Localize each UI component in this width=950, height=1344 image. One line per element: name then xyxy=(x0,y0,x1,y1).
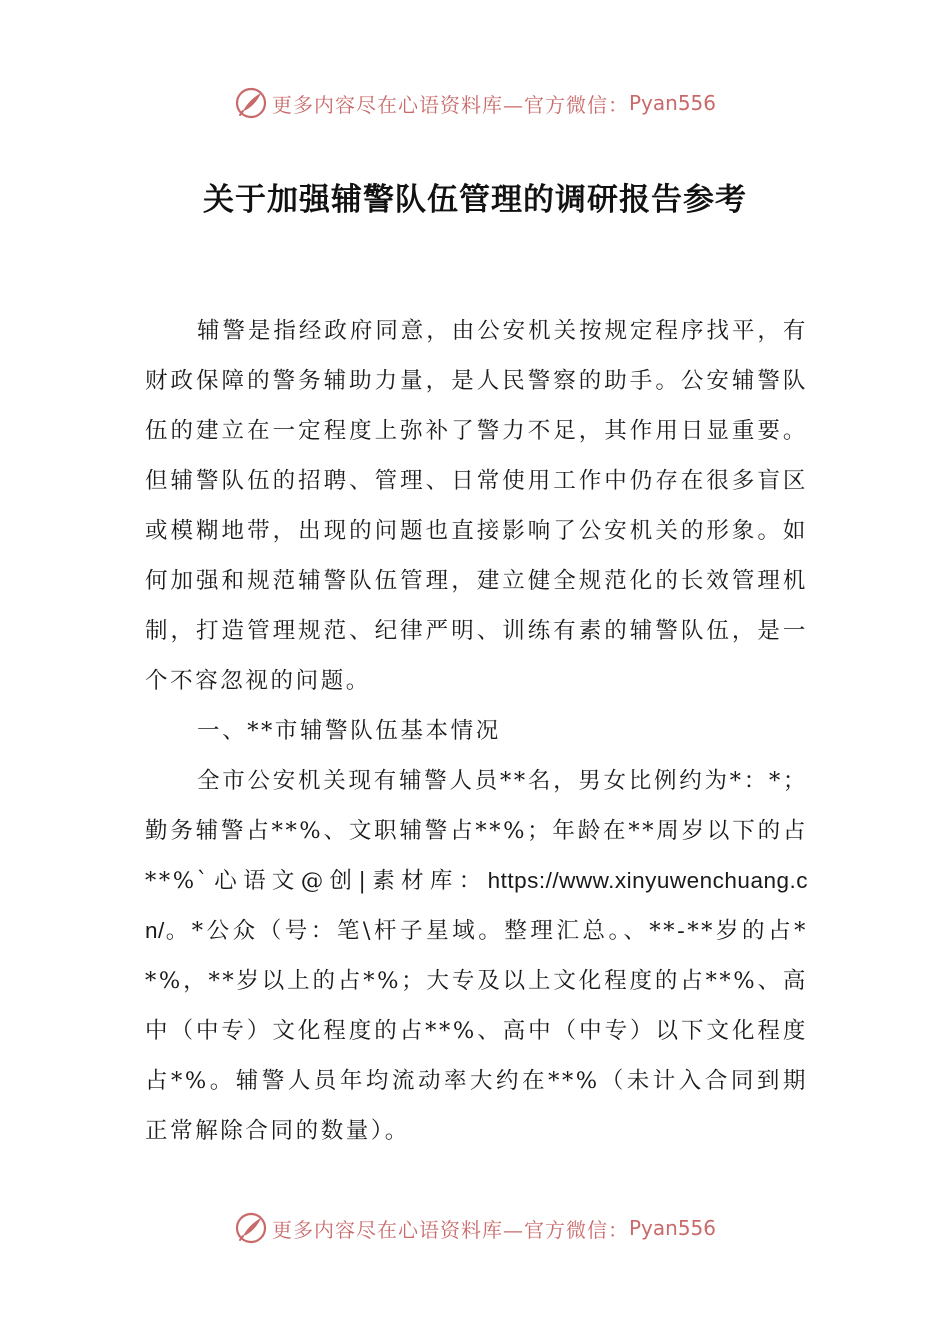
document-body xyxy=(145,306,808,1156)
intro-paragraph: 辅警是指经政府同意，由公安机关按规定程序找平，有财政保障的警务辅助力量，是人民警察的助手。公安辅警队伍的建立在一定程度上弥补了警力不足，其作用日显重要。但辅警队伍的招聘、管理、日常使用工作中仍存在很多盲区或模糊地带，出现的问题也直接影响了公安机关的形象。如何加强和规范辅警队伍管理，建立健全规范化的长效管理机制，打造管理规范、纪律严明、训练有素的辅警队伍，是一个不容忽视的问题。 xyxy=(145,318,808,694)
quill-logo-icon xyxy=(234,1211,268,1245)
watermark-handle: Pyan556 xyxy=(628,91,716,115)
footer-watermark xyxy=(0,1208,950,1248)
watermark-handle: Pyan556 xyxy=(628,1216,716,1240)
watermark-text: 更多内容尽在心语资料库—官方微信： xyxy=(271,92,629,117)
watermark-text: 更多内容尽在心语资料库—官方微信： xyxy=(271,1217,629,1242)
source-url-text: https://www.xinyuwenchuang.cn/ xyxy=(145,868,808,943)
quill-logo-icon xyxy=(234,86,268,120)
header-watermark xyxy=(0,83,950,123)
section-heading: 一、**市辅警队伍基本情况 xyxy=(197,718,501,744)
stats-text-part2: 。*公众（号：笔\杆子星域。整理汇总。、**-**岁的占**%，**岁以上的占*%；大专及以上文化程度的占**%、高中（中专）文化程度的占**%、高中（中专）以下文化程度占*%。辅警人员年均流动率大约在**%（未计入合同到期正常解除合同的数量）。 xyxy=(145,918,808,1144)
stats-paragraph xyxy=(145,756,808,1156)
stats-text-part1: 全市公安机关现有辅警人员**名，男女比例约为*：*；勤务辅警占**%、文职辅警占**%；年龄在**周岁以下的占**%`心语文@创|素材库： xyxy=(145,768,808,894)
document-title: 关于加强辅警队伍管理的调研报告参考 xyxy=(203,182,747,218)
